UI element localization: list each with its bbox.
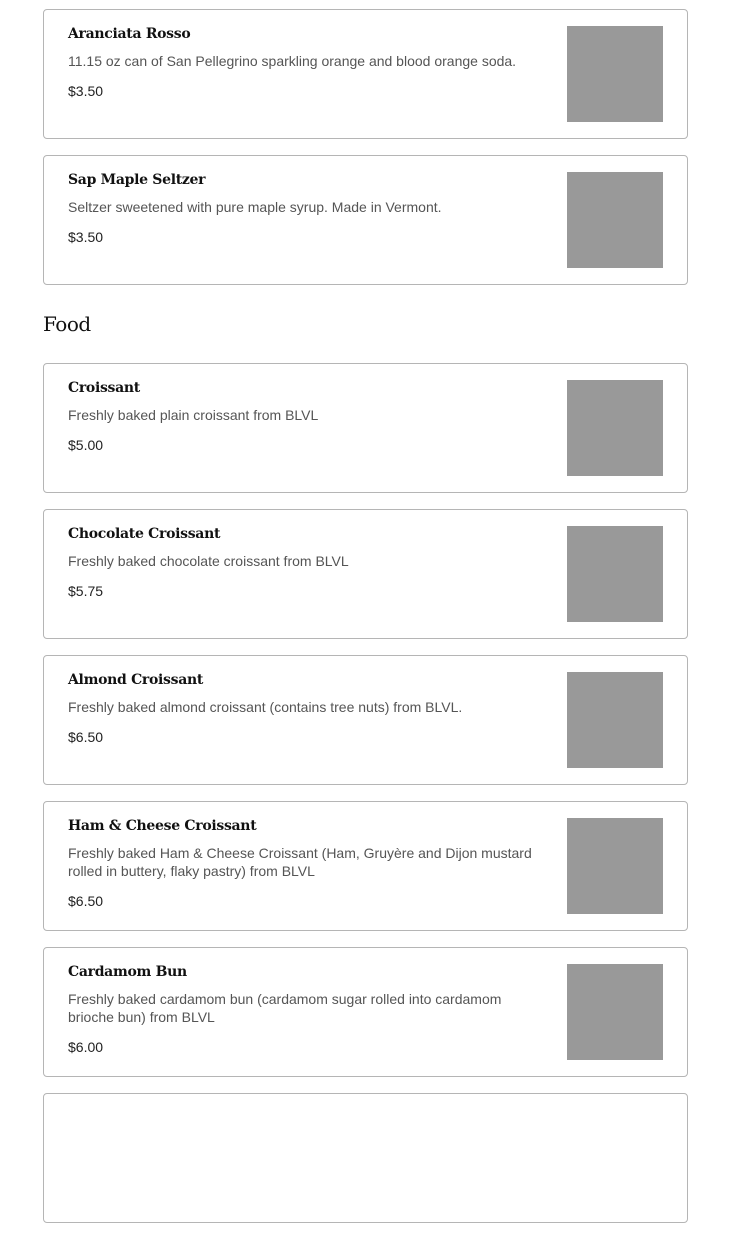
menu-item-card[interactable]: [43, 509, 688, 639]
item-description: Freshly baked Ham & Cheese Croissant (Ham, Gruyère and Dijon mustard rolled in buttery, flaky pastry) from BLVL: [68, 845, 532, 879]
item-name: [68, 1108, 548, 1128]
item-name: Sap Maple Seltzer: [68, 172, 206, 188]
item-description: Seltzer sweetened with pure maple syrup. Made in Vermont.: [68, 199, 442, 215]
menu-list: [43, 0, 688, 1239]
menu-item-card[interactable]: [43, 155, 688, 285]
menu-item-card[interactable]: [43, 801, 688, 931]
item-price: $3.50: [68, 83, 104, 99]
item-name: Ham & Cheese Croissant: [68, 818, 257, 834]
menu-item-card[interactable]: [43, 9, 688, 139]
item-image: [567, 526, 663, 622]
item-price: $5.75: [68, 583, 104, 599]
item-price: $6.50: [68, 893, 104, 909]
menu-item-card[interactable]: [43, 1093, 688, 1223]
item-image: [567, 380, 663, 476]
item-image: [567, 818, 663, 914]
item-price: $6.00: [68, 1039, 104, 1055]
item-name: Almond Croissant: [68, 672, 204, 688]
item-description: Freshly baked cardamom bun (cardamom sugar rolled into cardamom brioche bun) from BLVL: [68, 991, 502, 1025]
menu-item-card[interactable]: [43, 947, 688, 1077]
item-price: $5.00: [68, 437, 104, 453]
menu-item-card[interactable]: [43, 363, 688, 493]
item-description: Freshly baked chocolate croissant from BLVL: [68, 553, 349, 569]
item-description: 11.15 oz can of San Pellegrino sparkling orange and blood orange soda.: [68, 53, 517, 69]
item-price: $6.50: [68, 729, 104, 745]
item-name: Croissant: [68, 380, 140, 396]
item-image: [567, 672, 663, 768]
item-image: [567, 26, 663, 122]
section-title-food: Food: [43, 312, 91, 336]
item-description: Freshly baked almond croissant (contains tree nuts) from BLVL.: [68, 699, 463, 715]
item-description: Freshly baked plain croissant from BLVL: [68, 407, 319, 423]
item-image: [567, 172, 663, 268]
menu-item-card[interactable]: [43, 655, 688, 785]
item-price: $3.50: [68, 229, 104, 245]
item-name: Chocolate Croissant: [68, 526, 221, 542]
item-name: Aranciata Rosso: [68, 26, 191, 42]
item-name: Cardamom Bun: [68, 964, 187, 980]
item-image: [567, 964, 663, 1060]
